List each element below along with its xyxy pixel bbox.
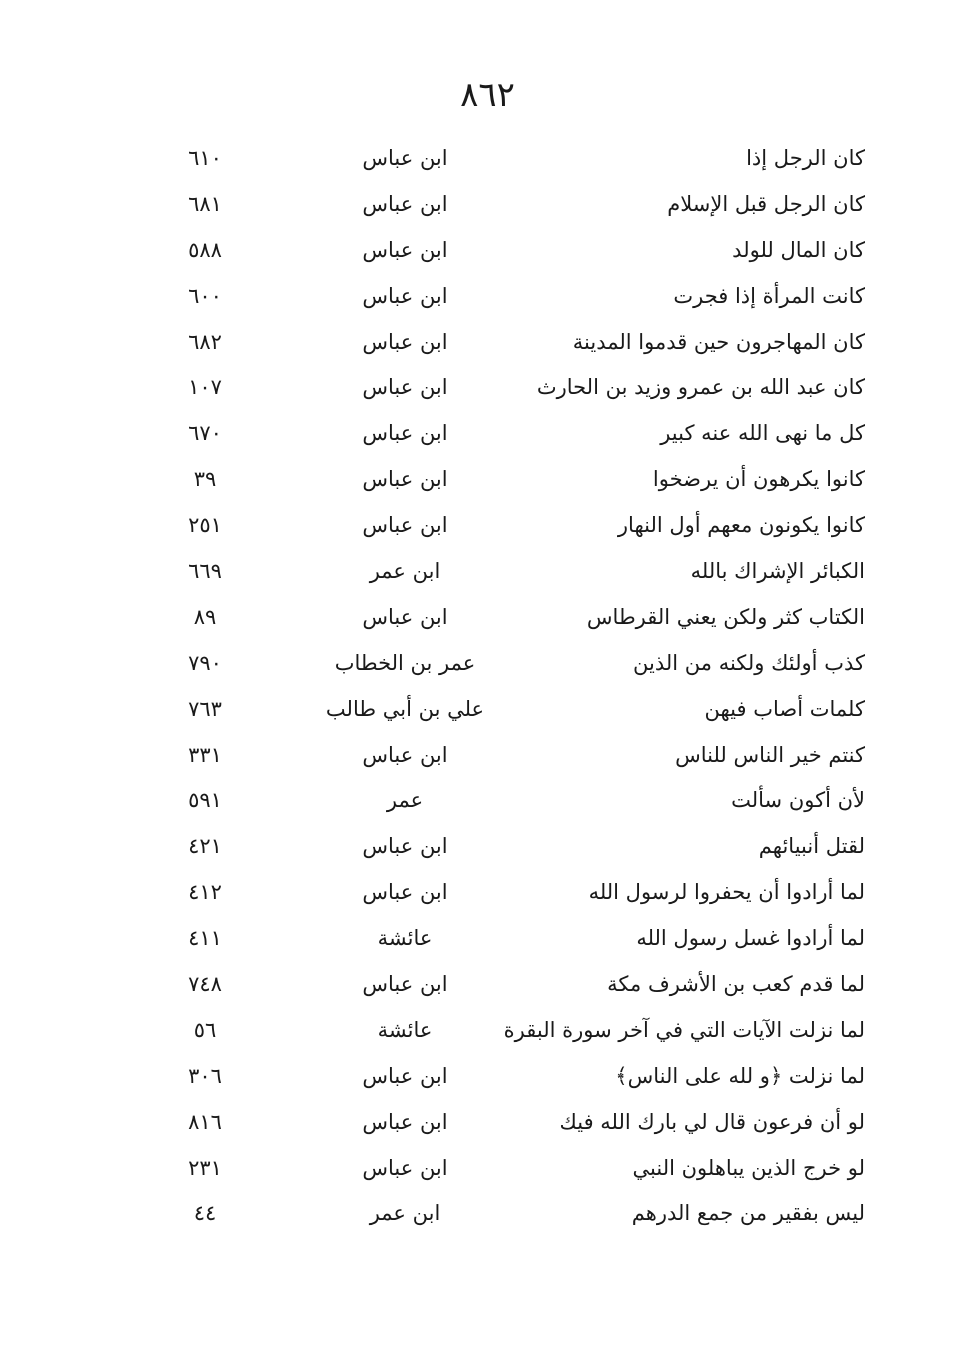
- page-reference: ٦٧٠: [188, 421, 222, 446]
- index-row: [0, 320, 955, 366]
- index-row: [0, 962, 955, 1008]
- page-reference: ٢٥١: [188, 513, 222, 538]
- narrator-name: ابن عباس: [362, 834, 448, 859]
- index-row: [0, 824, 955, 870]
- hadith-index-table: [0, 136, 955, 1237]
- narrator-name: ابن عباس: [362, 1155, 448, 1180]
- page-reference: ٧٤٨: [188, 972, 222, 997]
- page-reference: ٨٩: [193, 604, 217, 629]
- hadith-opening-text: لأن أكون سألت: [731, 788, 865, 813]
- page-reference: ٦٨١: [188, 191, 222, 216]
- hadith-opening-text: لما أرادوا غسل رسول الله: [636, 926, 865, 951]
- narrator-name: ابن عباس: [362, 421, 448, 446]
- index-row: [0, 916, 955, 962]
- hadith-opening-text: كلمات أصاب فيهن: [704, 696, 865, 721]
- hadith-opening-text: كانت المرأة إذا فجرت: [673, 283, 865, 308]
- hadith-opening-text: كنتم خير الناس للناس: [675, 742, 865, 767]
- index-row: [0, 595, 955, 641]
- index-row: [0, 870, 955, 916]
- hadith-opening-text: لما قدم كعب بن الأشرف مكة: [607, 972, 865, 997]
- narrator-name: عائشة: [377, 926, 433, 951]
- hadith-opening-text: لما نزلت الآيات التي في آخر سورة البقرة: [503, 1017, 865, 1042]
- narrator-name: ابن عباس: [362, 880, 448, 905]
- hadith-opening-text: كانوا يكونون معهم أول النهار: [617, 513, 865, 538]
- index-row: [0, 182, 955, 228]
- hadith-opening-text: لقتل أنبيائهم: [758, 834, 865, 859]
- narrator-name: ابن عباس: [362, 283, 448, 308]
- page-reference: ٤٢١: [188, 834, 222, 859]
- page-reference: ٤٤: [193, 1201, 217, 1226]
- page-reference: ٨١٦: [188, 1109, 222, 1134]
- index-row: [0, 778, 955, 824]
- page-reference: ٦٠٠: [188, 283, 222, 308]
- index-row: [0, 1191, 955, 1237]
- index-row: [0, 641, 955, 687]
- narrator-name: ابن عباس: [362, 191, 448, 216]
- index-row: [0, 1008, 955, 1054]
- index-row: [0, 274, 955, 320]
- page-reference: ٤١١: [188, 926, 222, 951]
- index-row: [0, 411, 955, 457]
- index-row: [0, 1054, 955, 1100]
- page-number: ٨٦٢: [460, 75, 515, 115]
- narrator-name: ابن عباس: [362, 375, 448, 400]
- index-row: [0, 136, 955, 182]
- page-reference: ٦٦٩: [188, 559, 222, 584]
- narrator-name: ابن عباس: [362, 467, 448, 492]
- index-row: [0, 457, 955, 503]
- narrator-name: ابن عباس: [362, 742, 448, 767]
- index-row: [0, 1100, 955, 1146]
- hadith-opening-text: كان الرجل إذا: [746, 146, 865, 170]
- narrator-name: علي بن أبي طالب: [325, 696, 485, 721]
- index-row: [0, 687, 955, 733]
- hadith-opening-text: الكتاب كثر ولكن يعني القرطاس: [586, 604, 865, 629]
- narrator-name: ابن عمر: [369, 559, 441, 584]
- page-reference: ٢٣١: [188, 1155, 222, 1180]
- hadith-opening-text: كان الرجل قبل الإسلام: [667, 191, 865, 216]
- hadith-opening-text: كل ما نهى الله عنه كبير: [660, 421, 865, 446]
- narrator-name: ابن عمر: [369, 1201, 441, 1226]
- hadith-opening-text: كانوا يكرهون أن يرضخوا: [652, 467, 865, 492]
- hadith-opening-text: ليس بفقير من جمع الدرهم: [631, 1201, 865, 1226]
- page-reference: ٥٦: [193, 1017, 217, 1042]
- narrator-name: ابن عباس: [362, 1109, 448, 1134]
- page-reference: ٣٣١: [188, 742, 222, 767]
- narrator-name: ابن عباس: [362, 146, 448, 170]
- narrator-name: ابن عباس: [362, 513, 448, 538]
- hadith-opening-text: الكبائر الإشراك بالله: [690, 559, 865, 584]
- hadith-opening-text: كان المال للولد: [732, 237, 865, 262]
- page-reference: ٥٩١: [188, 788, 222, 813]
- narrator-name: ابن عباس: [362, 604, 448, 629]
- narrator-name: ابن عباس: [362, 972, 448, 997]
- page-reference: ٤١٢: [188, 880, 222, 905]
- page-reference: ١٠٧: [188, 375, 222, 400]
- hadith-opening-text: كذب أولئك ولكنه من الذين: [633, 650, 865, 675]
- page-reference: ٣٩: [193, 467, 217, 492]
- hadith-opening-text: لو خرج الذين يباهلون النبي: [632, 1155, 865, 1180]
- index-row: [0, 228, 955, 274]
- hadith-opening-text: كان عبد الله بن عمرو وزيد بن الحارث: [536, 375, 865, 400]
- hadith-opening-text: لما نزلت ﴿و لله على الناس﴾: [615, 1063, 865, 1088]
- page-reference: ٧٩٠: [188, 650, 222, 675]
- narrator-name: ابن عباس: [362, 329, 448, 354]
- page-reference: ٧٦٣: [188, 696, 222, 721]
- narrator-name: عائشة: [377, 1017, 433, 1042]
- index-row: [0, 733, 955, 779]
- narrator-name: عمر بن الخطاب: [334, 650, 476, 675]
- hadith-opening-text: كان المهاجرون حين قدموا المدينة: [572, 329, 865, 354]
- index-row: [0, 549, 955, 595]
- page-reference: ٣٠٦: [188, 1063, 222, 1088]
- narrator-name: ابن عباس: [362, 237, 448, 262]
- hadith-opening-text: لما أرادوا أن يحفروا لرسول الله: [588, 880, 865, 905]
- page-reference: ٦٨٢: [188, 329, 222, 354]
- page-reference: ٥٨٨: [188, 237, 222, 262]
- narrator-name: عمر: [386, 788, 424, 813]
- narrator-name: ابن عباس: [362, 1063, 448, 1088]
- index-row: [0, 365, 955, 411]
- page-reference: ٦١٠: [188, 146, 222, 170]
- index-row: [0, 503, 955, 549]
- index-row: [0, 1146, 955, 1192]
- hadith-opening-text: لو أن فرعون قال لي بارك الله فيك: [559, 1109, 865, 1134]
